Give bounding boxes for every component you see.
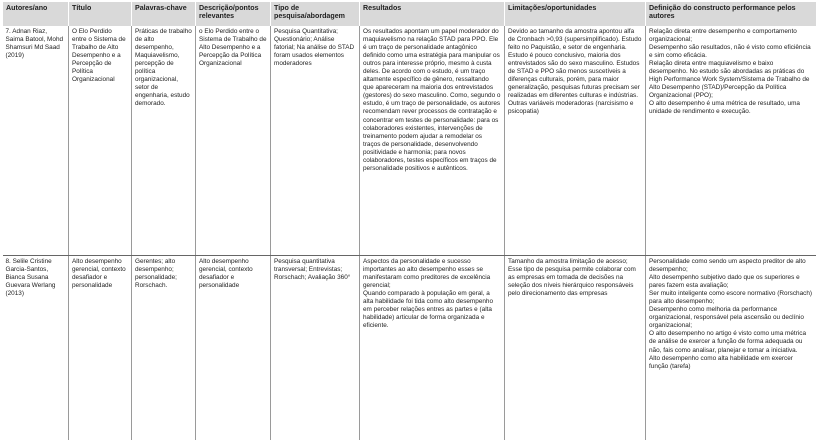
- table-row: [3, 26, 816, 256]
- header-descricao: Descrição/pontos relevantes: [196, 2, 271, 26]
- header-titulo: Título: [69, 2, 132, 26]
- cell-descricao: Alto desempenho gerencial, contexto desafiador e personalidade: [196, 256, 271, 440]
- cell-definicao: Personalidade como sendo um aspecto preditor de alto desempenho; Alto desempenho subjetivo dado que os superiores e pares fazem esta avaliação; Ser muito inteligente como escore normativo (Rorschach) para alto desempenho; Desempenho como melhoria da performance organizacional, responsável pela ascensão ou declínio organizacional; O alto desempenho no artigo é visto como uma métrica de análise de exercer a função de forma adequada ou não, fais como analisar, planejar e tomar a iniciativa. Alto desempenho como alta habilidade em exercer função (tarefa): [649, 258, 813, 370]
- cell-autores: 8. Selile Cristine Garcia-Santos, Bianca Susana Guevara Werlang (2013): [3, 256, 69, 440]
- cell-autores: 7. Adnan Riaz, Saima Batool, Mohd Shamsuri Md Saad (2019): [3, 26, 69, 256]
- cell-palavras-chave: Gerentes; alto desempenho; personalidade; Rorschach.: [132, 256, 196, 440]
- cell-tipo-pesquisa: Pesquisa Quantitativa; Questionário; Análise fatorial; Na análise do STAD foram usados elementos moderadores: [271, 26, 360, 256]
- table-row: [3, 256, 816, 440]
- cell-resultados: Aspectos da personalidade e sucesso importantes ao alto desempenho esses se manifestaram como preditores de excelência gerencial; Quando comparado à população em geral, a alta habilidade foi tida como alto desempenho em perceber relações entres as partes e (alta habilidade) articular de forma organizada e eficiente.: [360, 256, 505, 440]
- cell-titulo: Alto desempenho gerencial, contexto desafiador e personalidade: [69, 256, 132, 440]
- header-tipo-pesquisa: Tipo de pesquisa/abordagem: [271, 2, 360, 26]
- cell-limitacoes: Devido ao tamanho da amostra apontou alfa de Cronbach >0,93 (supersimplificado). Estudo feito no Paquistão, e setor de engenharia. Estudo é pouco conclusivo, maioria dos entrevistados são do sexo masculino. Estudos de STAD e PPO são menos suscetíveis a diferenças culturais, porém, para maior generalização, pesquisas futuras precisam ser realizadas em diferentes culturas e indústrias. Outras variáveis moderadoras (narcisismo e psicopatia): [505, 26, 646, 256]
- cell-palavras-chave: Práticas de trabalho de alto desempenho, Maquiavelismo, percepção de política organizacional, setor de engenharia, estudo demorado.: [132, 26, 196, 256]
- literature-review-table: [2, 2, 816, 440]
- cell-limitacoes: Tamanho da amostra limitação de acesso; Esse tipo de pesquisa permite colaborar com as empresas em tomada de decisões na seleção dos níveis hierárquico responsáveis pelo direcionamento das empresas: [505, 256, 646, 440]
- cell-tipo-pesquisa: Pesquisa quantitativa transversal; Entrevistas; Rorschach; Avaliação 360°: [271, 256, 360, 440]
- header-resultados: Resultados: [360, 2, 505, 26]
- cell-definicao: Relação direta entre desempenho e comportamento organizacional; Desempenho são resultados, não é visto como eficiência e sim como eficácia. Relação direta entre maquiavelismo e baixo desempenho. No estudo são abordadas as práticas do High Performance Work System/Sistema de Trabalho de Alto Desempenho (STAD)/Percepção da Política Organizacional (PPO); O alto desempenho é uma métrica de resultado, uma unidade de rendimento e execução.: [646, 26, 816, 256]
- cell-titulo: O Elo Perdido entre o Sistema de Trabalho de Alto Desempenho e a Percepção de Política Organizacional: [69, 26, 132, 256]
- cell-descricao: o Elo Perdido entre o Sistema de Trabalho de Alto Desempenho e a Percepção da Política Organizacional: [196, 26, 271, 256]
- cell-resultados: Os resultados apontam um papel moderador do maquiavelismo na relação STAD para PPO. Ele é um traço de personalidade antagônico definido como uma estratégia para manipular os outros para interesse próprio, mesmo à custa deles. De acordo com o estudo, é um traço altamente específico de gênero, ressaltando que apareceram na maioria dos entrevistados (gestores) do sexo masculino. Como, segundo o estudo, é um traço de personalidade, os autores recomendam rever processos de contratação e concentrar em testes de personalidade: para os colaboradores existentes, intervenções de treinamento podem ajudar a remodelar os traços de personalidade, desenvolvendo positividade e harmonia; para novos colaboradores, testes específicos em traços de personalidade positivos e autênticos.: [360, 26, 505, 256]
- header-autores: Autores/ano: [3, 2, 69, 26]
- header-row: [3, 2, 816, 26]
- header-definicao: Definição do constructo performance pelos autores: [646, 2, 816, 26]
- header-limitacoes: Limitações/oportunidades: [505, 2, 646, 26]
- header-palavras-chave: Palavras-chave: [132, 2, 196, 26]
